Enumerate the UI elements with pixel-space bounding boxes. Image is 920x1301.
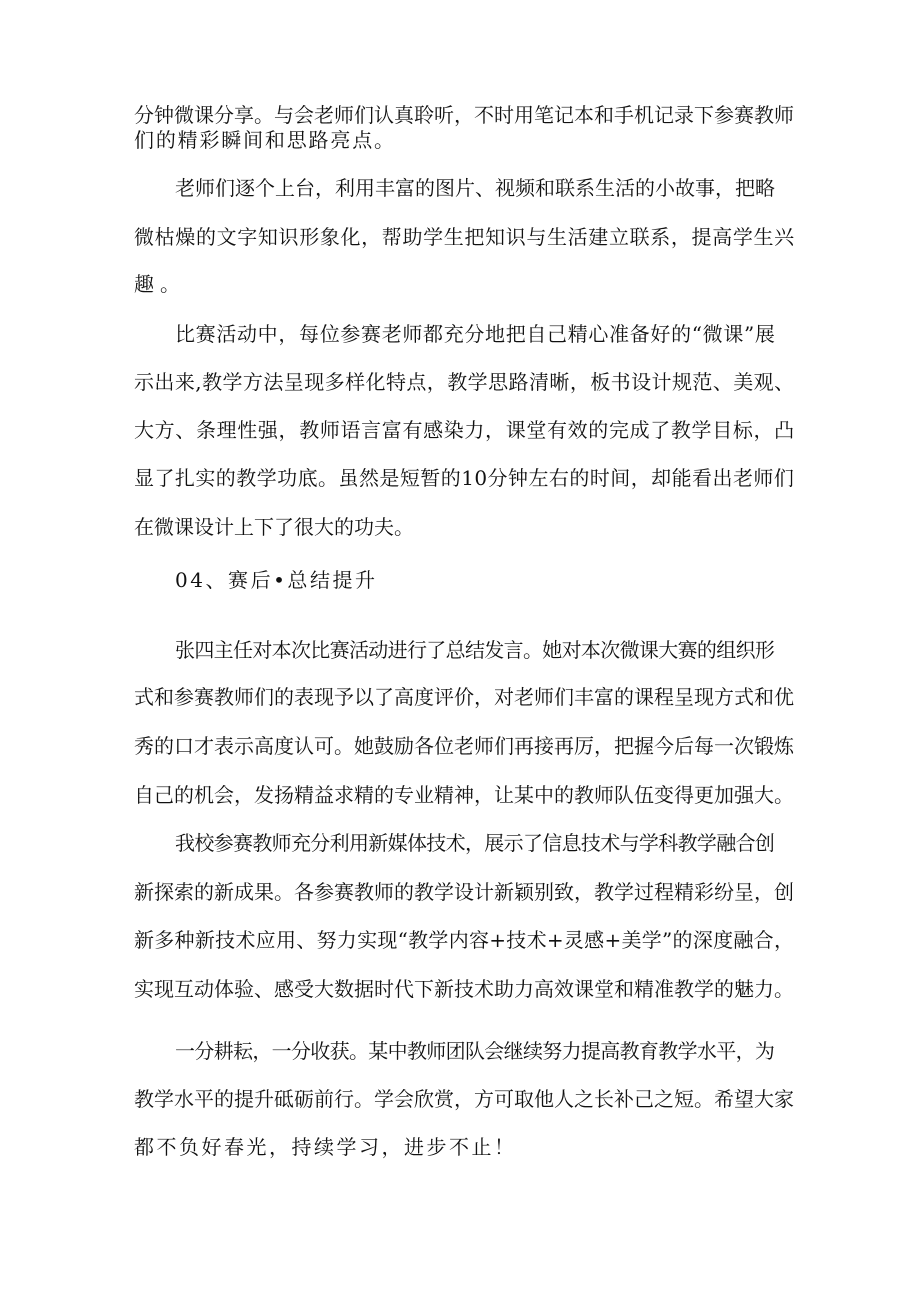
paragraph-3-line-1: 比赛活动中，每位参赛老师都充分地把自己精心准备好的“微课”展 <box>175 322 776 346</box>
section-heading: 04、赛后•总结提升 <box>175 568 378 592</box>
paragraph-3-line-3: 大方、条理性强，教师语言富有感染力，课堂有效的完成了教学目标，凸 <box>134 418 795 442</box>
paragraph-5-line-1: 我校参赛教师充分利用新媒体技术，展示了信息技术与学科教学融合创 <box>175 831 775 855</box>
paragraph-4-line-2: 式和参赛教师们的表现予以了高度评价，对老师们丰富的课程呈现方式和优 <box>134 685 794 709</box>
paragraph-5-line-4: 实现互动体验、感受大数据时代下新技术助力高效课堂和精准教学的魅力。 <box>134 977 794 1001</box>
paragraph-6-line-1: 一分耕耘，一分收获。某中教师团队会继续努力提高教育教学水平，为 <box>175 1039 775 1063</box>
paragraph-6-line-3: 都不负好春光，持续学习，进步不止！ <box>134 1135 517 1159</box>
paragraph-4-line-1: 张四主任对本次比赛活动进行了总结发言。她对本次微课大赛的组织形 <box>175 638 775 662</box>
paragraph-2-line-2: 微枯燥的文字知识形象化，帮助学生把知识与生活建立联系，提高学生兴 <box>134 225 795 249</box>
paragraph-5-line-2: 新探索的新成果。各参赛教师的教学设计新颖别致，教学过程精彩纷呈，创 <box>134 880 794 904</box>
paragraph-4-line-4: 自己的机会，发扬精益求精的专业精神，让某中的教师队伍变得更加强大。 <box>134 783 794 807</box>
paragraph-5-line-3: 新多种新技术应用、努力实现“教学内容+技术+灵感+美学”的深度融合， <box>134 928 795 952</box>
paragraph-3-line-5: 在微课设计上下了很大的功夫。 <box>134 515 414 539</box>
paragraph-6-line-2: 教学水平的提升砥砺前行。学会欣赏，方可取他人之长补己之短。希望大家 <box>134 1087 794 1111</box>
paragraph-1-line-1: 分钟微课分享。与会老师们认真聆听，不时用笔记本和手机记录下参赛教师 <box>134 103 794 127</box>
paragraph-3-line-2: 示出来,教学方法呈现多样化特点，教学思路清晰，板书设计规范、美观、 <box>134 370 795 394</box>
paragraph-2-line-1: 老师们逐个上台，利用丰富的图片、视频和联系生活的小故事，把略 <box>175 176 775 200</box>
paragraph-4-line-3: 秀的口才表示高度认可。她鼓励各位老师们再接再厉，把握今后每一次锻炼 <box>134 734 794 758</box>
paragraph-2-line-3: 趣。 <box>134 272 186 296</box>
paragraph-1-line-2: 们的精彩瞬间和思路亮点。 <box>134 128 396 152</box>
paragraph-3-line-4: 显了扎实的教学功底。虽然是短暂的10分钟左右的时间，却能看出老师们 <box>134 466 795 490</box>
